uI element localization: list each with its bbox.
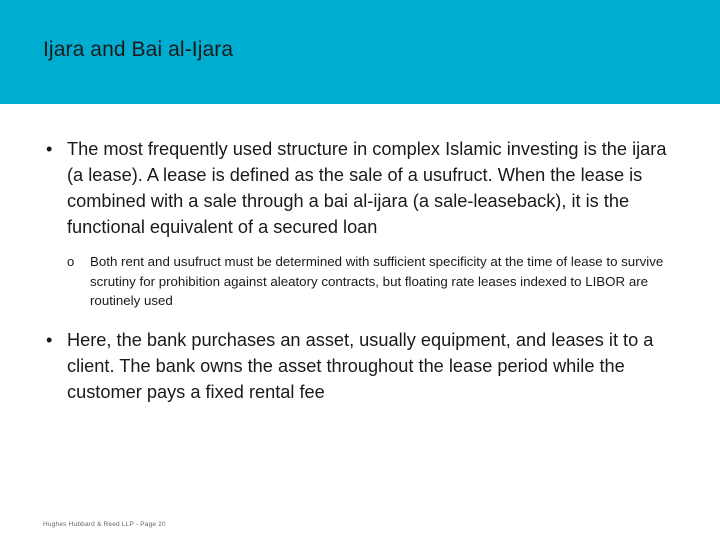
sub-bullet-text: Both rent and usufruct must be determined with sufficient specificity at the time of lease to survive scrutiny for prohibition against aleatory contracts, but floating rate leases indexed to LIBOR are routinely used bbox=[90, 254, 664, 308]
bullet-marker: • bbox=[46, 139, 53, 159]
bullet-item bbox=[46, 136, 676, 240]
bullet-text: The most frequently used structure in complex Islamic investing is the ijara (a lease). A lease is defined as the sale of a usufruct. When the lease is combined with a sale through a bai al-ijara (a sale-leaseback), it is the functional equivalent of a secured loan bbox=[67, 139, 667, 237]
footer-text: Hughes Hubbard & Reed LLP - Page 20 bbox=[43, 521, 166, 528]
slide-body bbox=[46, 136, 676, 405]
slide-title: Ijara and Bai al-Ijara bbox=[43, 38, 234, 61]
bullet-item bbox=[46, 327, 676, 405]
sub-bullet-list bbox=[46, 252, 676, 311]
bullet-text: Here, the bank purchases an asset, usually equipment, and leases it to a client. The bank owns the asset throughout the lease period while the customer pays a fixed rental fee bbox=[67, 329, 654, 402]
sub-bullet-marker: o bbox=[67, 254, 75, 269]
sub-bullet-item bbox=[46, 252, 676, 311]
bullet-marker: • bbox=[46, 329, 53, 350]
